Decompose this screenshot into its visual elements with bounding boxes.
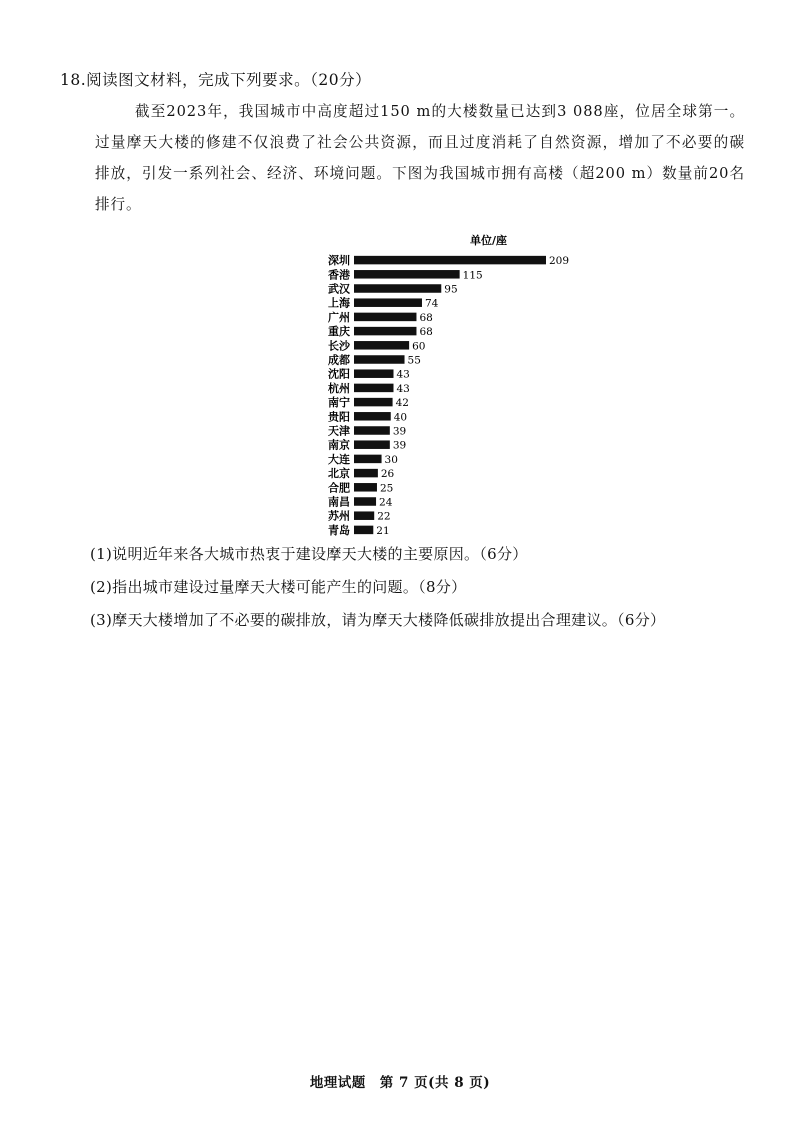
bar-category-label: 深圳 (328, 254, 350, 268)
bar (354, 412, 391, 421)
bar-category-label: 南昌 (328, 495, 350, 509)
bar-category-label: 天津 (328, 424, 350, 438)
bar-value-label: 43 (396, 382, 410, 395)
bar (354, 398, 393, 407)
bar-value-label: 55 (407, 354, 421, 367)
sub-question-2: (2)指出城市建设过量摩天大楼可能产生的问题。（8分） (90, 578, 467, 596)
bar-category-label: 南宁 (328, 396, 350, 410)
sub-question-1: (1)说明近年来各大城市热衷于建设摩天大楼的主要原因。（6分） (90, 545, 528, 563)
bar-category-label: 上海 (328, 296, 350, 310)
bar-category-label: 南京 (328, 438, 350, 452)
bar-category-label: 广州 (328, 310, 350, 324)
bar-value-label: 26 (380, 468, 395, 481)
bar-category-label: 沈阳 (328, 367, 350, 381)
bar-category-label: 香港 (328, 268, 350, 282)
bar-value-label: 22 (377, 510, 391, 523)
bar-value-label: 39 (392, 425, 407, 438)
bar-value-label: 68 (419, 311, 433, 324)
sub-question-3: (3)摩天大楼增加了不必要的碳排放，请为摩天大楼降低碳排放提出合理建议。（6分） (90, 611, 666, 629)
bar (354, 284, 441, 293)
bar-value-label: 43 (396, 368, 410, 381)
bar-value-label: 39 (392, 439, 407, 452)
bar (354, 369, 394, 378)
bar (354, 256, 546, 265)
bar (354, 313, 416, 322)
bar-category-label: 杭州 (328, 381, 350, 395)
bar (354, 270, 460, 279)
bar (354, 298, 422, 307)
bar (354, 483, 377, 492)
bar (354, 355, 405, 364)
page-footer: 地理试题 第 7 页(共 8 页) (309, 1075, 491, 1091)
bar (354, 511, 374, 520)
bar-category-label: 重庆 (328, 325, 350, 339)
bar-category-label: 北京 (328, 467, 350, 481)
bar-category-label: 青岛 (328, 523, 350, 537)
bar-value-label: 25 (379, 482, 394, 495)
chart-unit-label: 单位/座 (470, 234, 508, 247)
bar (354, 384, 394, 393)
bar (354, 327, 416, 336)
bar (354, 497, 376, 506)
bar-category-label: 贵阳 (328, 410, 350, 424)
bar (354, 341, 409, 350)
bar (354, 469, 378, 478)
bar-value-label: 60 (412, 340, 426, 353)
bar-value-label: 42 (395, 397, 409, 410)
question-title: 18.阅读图文材料，完成下列要求。（20分） (60, 71, 372, 89)
question-intro: 截至2023年，我国城市中高度超过150 m的大楼数量已达到3 088座，位居全球第一。过量摩天大楼的修建不仅浪费了社会公共资源，而且过度消耗了自然资源，增加了不必要的碳排放，引发一系列社会、经济、环境问题。下图为我国城市拥有高楼（超200 m）数量前20名排行。 (95, 103, 745, 213)
bar-category-label: 武汉 (328, 282, 350, 296)
bar (354, 455, 382, 464)
bar-value-label: 30 (384, 453, 398, 466)
bar-value-label: 24 (379, 496, 393, 509)
bar-value-label: 40 (393, 411, 408, 424)
bar-chart-svg (300, 232, 570, 537)
bar (354, 526, 373, 535)
bar (354, 440, 390, 449)
bar-chart (300, 232, 570, 537)
bar-value-label: 21 (376, 524, 390, 537)
bar (354, 426, 390, 435)
bar-category-label: 合肥 (328, 481, 350, 495)
bar-value-label: 95 (444, 283, 458, 296)
bar-category-label: 苏州 (328, 509, 350, 523)
bar-category-label: 大连 (328, 452, 350, 466)
bar-value-label: 74 (424, 297, 439, 310)
bar-value-label: 68 (419, 326, 433, 339)
bar-category-label: 长沙 (328, 339, 350, 353)
bar-category-label: 成都 (328, 353, 350, 367)
bar-value-label: 115 (462, 269, 483, 282)
bar-value-label: 209 (549, 255, 570, 268)
